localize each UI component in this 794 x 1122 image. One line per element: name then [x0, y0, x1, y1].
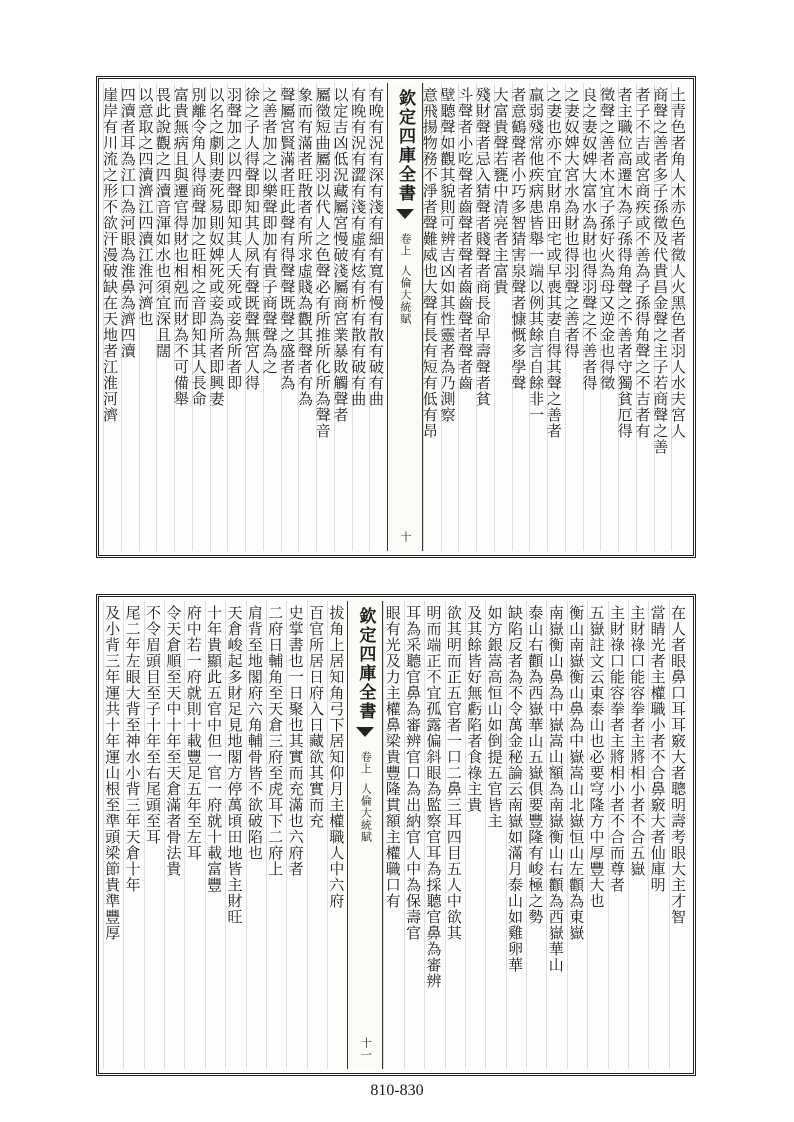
text-column: 如方銀嵩高恒山如倒提五官皆主	[485, 601, 505, 1069]
text-column: 史掌書也一日聚也其實而充滿也六府者	[286, 601, 306, 1069]
text-column: 之善者加之以樂聲即加有貴子商聲聲為之	[263, 83, 281, 551]
text-column: 者意鶴聲者小巧多智猜害泉聲者慷慨多學聲	[512, 83, 530, 551]
text-column: 眼有光及力主權鼻梁貴豐隆貫額主權職口有	[383, 601, 403, 1069]
fish-tail-mark-icon	[356, 727, 374, 737]
text-column: 象而有滿者旺散者有所求虛賤為觀其聲者有為	[298, 83, 316, 551]
text-column: 以意取之四瀆濟江四瀆江淮河濟也	[139, 83, 157, 551]
volume-label: 卷上	[359, 751, 373, 775]
center-fold-column	[387, 83, 423, 551]
text-column: 及其餘皆好無虧陷者食祿主貴	[465, 601, 485, 1069]
text-column: 衡山南嶽衡山鼻為中嶽嵩山北嶽恒山左顴為東嶽	[567, 601, 587, 1069]
text-column: 以名之劇則妻死易則奴婢死或妾為所者即興妻	[210, 83, 228, 551]
text-column: 尾二年左眼大背至神水小背三年天倉十年	[123, 601, 143, 1069]
work-title: 人倫大統賦	[398, 265, 412, 325]
text-column: 耳為采聽官鼻為審辨官口為出納官人中為保壽官	[404, 601, 424, 1069]
text-column: 主財祿口能容拳者主將相小者不合五嶽	[628, 601, 648, 1069]
text-column: 畏此說觀之四瀆音渾如水也須宜深且闊	[156, 83, 174, 551]
text-column: 良之妻奴婢大富水為財也得羽聲之不善者得	[583, 83, 601, 551]
text-column: 殘財聲者忌入猜聲者賤聲者商長命早壽聲者貧	[476, 83, 494, 551]
upper-page-block	[96, 76, 696, 558]
text-column: 有晚有況有深有淺有細有寬有慢有散有破有曲	[369, 83, 387, 551]
text-column: 泰山右顴為西嶽華山五嶽俱要豐隆有峻極之勢	[526, 601, 546, 1069]
lower-page-block	[96, 594, 696, 1076]
text-column: 者子不吉或宮商疾或不善為子孫得角聲之不吉者有	[636, 83, 654, 551]
text-column: 南嶽衡山鼻為中嶽嵩山額為南嶽衡山右顴為西嶽華山	[546, 601, 566, 1069]
text-column: 之妻也亦不宜財帛田宅或早喪其妻自得其聲之善者	[547, 83, 565, 551]
book-title: 欽定四庫全書	[394, 89, 415, 203]
text-column: 羽聲加之以四聲即知其人夭死或妾為所者即	[227, 83, 245, 551]
text-column: 肩背至地閣府六角輔骨皆不欲破陷也	[246, 601, 266, 1069]
text-column: 令天倉順至天中十年至天倉滿者骨法貴	[164, 601, 184, 1069]
leaf-number: 十	[398, 531, 412, 543]
text-column: 斗聲者小吃聲者齒聲者聲者齒齒聲者聲者齒	[458, 83, 476, 551]
fish-tail-mark-icon	[396, 209, 414, 219]
text-column: 拔角上居知角弓下居知仰月主權職人中六府	[327, 601, 347, 1069]
text-column: 十年貴顯此五官中但一官一府就十載富豐	[205, 601, 225, 1069]
text-column: 明而端正不宜孤露偏斜眼為監察官耳為採聽官鼻為審辨	[424, 601, 444, 1069]
text-column: 別離令角人得商聲加之旺相之音即知其人長命	[192, 83, 210, 551]
text-column: 主財祿口能容拳者主將相小者不合而尊者	[608, 601, 628, 1069]
upper-columns	[100, 83, 689, 551]
text-column: 當睛光者主權職小者不合鼻竅大者仙庫明	[648, 601, 668, 1069]
text-column: 府中若一府就則十載豐足五年至左耳	[184, 601, 204, 1069]
text-column: 者主職位高遷木為子孫得角聲之不善者守獨貧厄得	[618, 83, 636, 551]
text-column: 大富貴聲若甕中清亮者主富貴	[494, 83, 512, 551]
text-column: 有晚有況有澀有淺有虛有炫有析有散有破有曲	[352, 83, 370, 551]
text-column: 意飛揚物務不淨者聲難威也大聲有長有短有低有昂	[423, 83, 441, 551]
volume-label: 卷上	[398, 233, 412, 257]
center-fold-column	[347, 601, 383, 1069]
text-column: 缺陷反者為不令萬金秘論云南嶽如滿月泰山如雞卵華	[506, 601, 526, 1069]
text-column: 商聲之善者多子孫徵及代貴昌金聲之主子若商聲之善	[654, 83, 672, 551]
text-column: 二府日輔角至天倉三府至虎耳下二府上	[266, 601, 286, 1069]
text-column: 及小背三年運共十年運山根至準頭梁節貴準豐厚	[103, 601, 123, 1069]
text-column: 在人者眼鼻口耳耳竅大者聰明壽考眼大主才智	[669, 601, 689, 1069]
text-column: 土青色者角人木赤色者徵人火黑色者羽人水夫宮人	[671, 83, 689, 551]
text-column: 屬徵短曲屬羽以代人之色聲必有所推所化所為聲音	[316, 83, 334, 551]
text-column: 徐之子人得聲即知其人夙有聲既聲無宮人得	[245, 83, 263, 551]
text-column: 五嶽註文云東泰山也必要穹隆方中厚豐大也	[587, 601, 607, 1069]
text-column: 羸弱殘常他疾病患皆舉一端以例其餘言自餘非一	[529, 83, 547, 551]
leaf-number: 十一	[359, 1037, 373, 1061]
text-column: 欲其明而正五官者一口二鼻三耳四目五人中欲其	[445, 601, 465, 1069]
text-column: 百官所居日府入日藏欲其實而充	[307, 601, 327, 1069]
page-number: 810-830	[370, 1082, 424, 1099]
text-column: 崖岸有川流之形不欲汗漫破缺在天地者江淮河濟	[103, 83, 121, 551]
text-column: 之妻奴婢大宮水為財也得羽聲之善者得	[565, 83, 583, 551]
text-column: 天倉峻起多財足見地閣方停萬頃田地皆主財旺	[225, 601, 245, 1069]
work-title: 人倫大統賦	[359, 783, 373, 843]
text-column: 四瀆者耳為江口為河眼為淮鼻為濟四瀆	[121, 83, 139, 551]
lower-columns	[103, 601, 689, 1069]
text-column: 聲屬宮賢滿者旺此聲有得聲聲既聲之盛者為	[281, 83, 299, 551]
text-column: 壁聽聲如觀其貌則可辨吉凶如其性靈者為乃測察	[441, 83, 459, 551]
book-title: 欽定四庫全書	[355, 607, 376, 721]
text-column: 徵聲之善者木宜子孫好火為母又逆金也得徵	[600, 83, 618, 551]
text-column: 以定吉凶低況藏屬宮慢破淺屬商宮業暴敗觸聲者	[334, 83, 352, 551]
text-column: 富貴無病且與遷官得財也相剋而財為不可備舉	[174, 83, 192, 551]
text-column: 不令眉頭目至子十年至右尾頭至耳	[144, 601, 164, 1069]
